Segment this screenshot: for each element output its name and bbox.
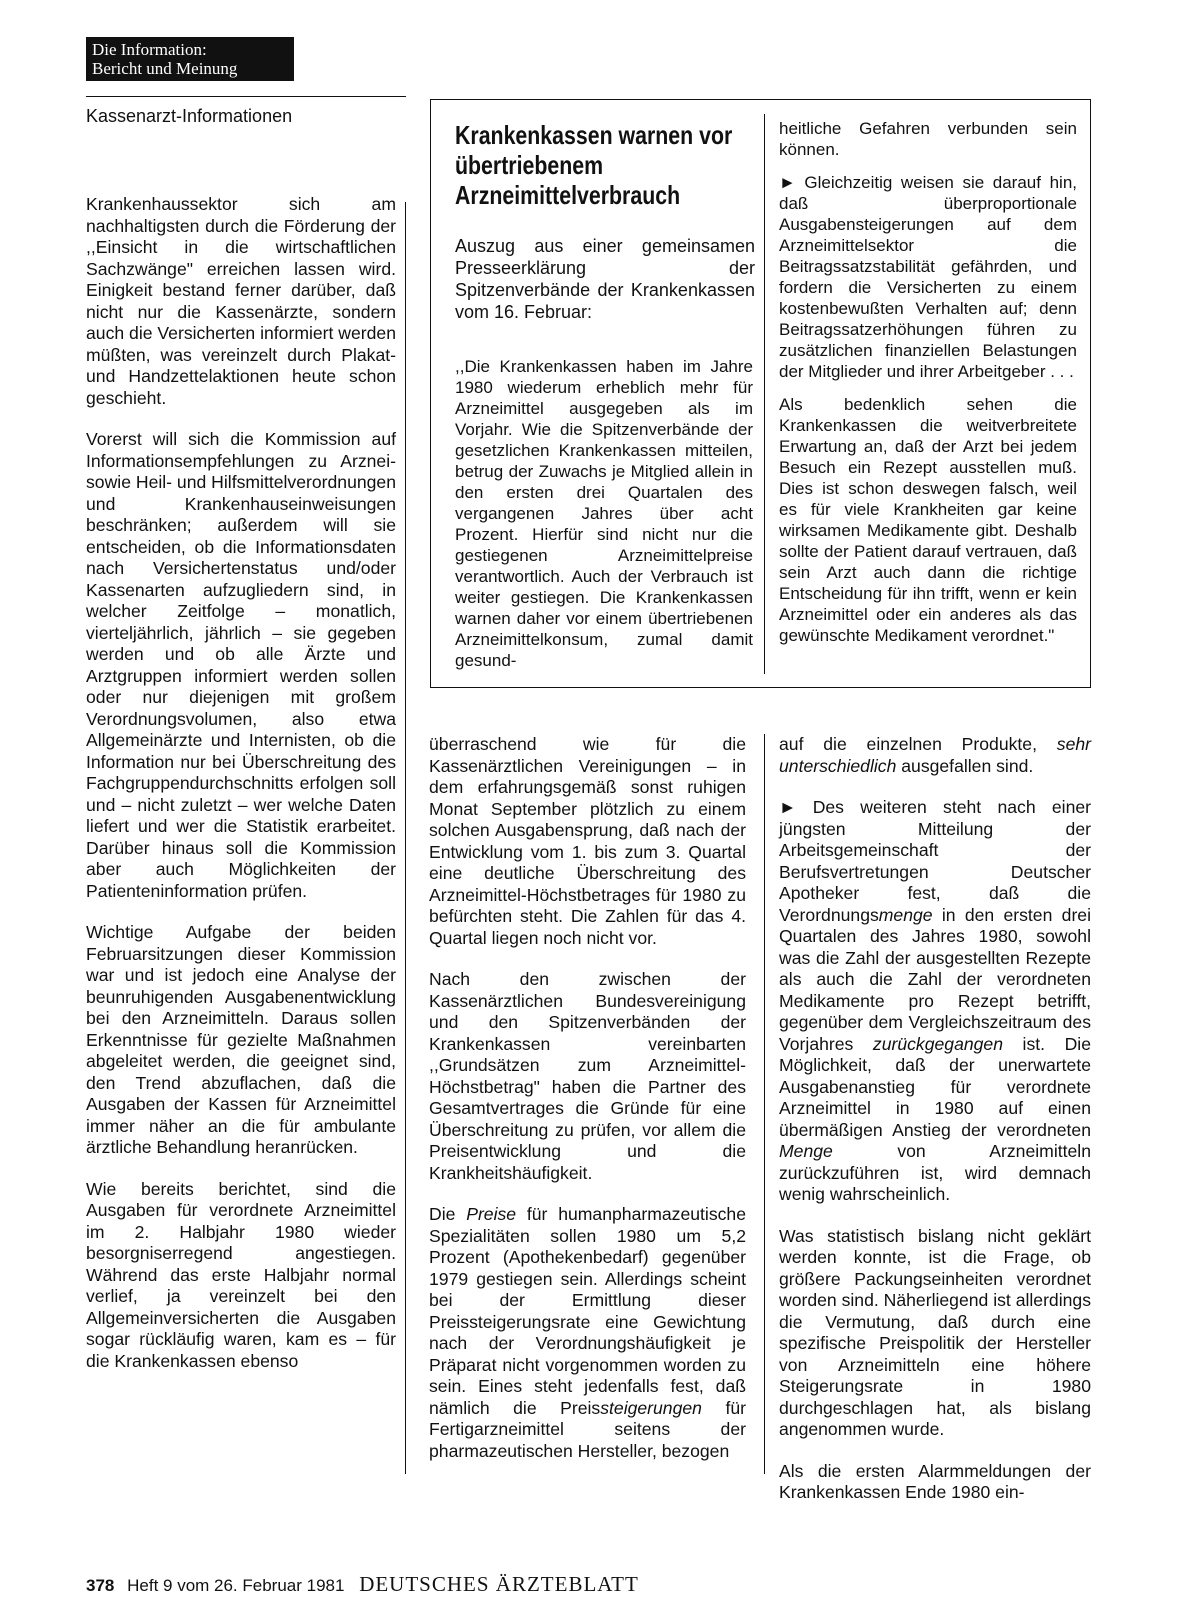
column-divider xyxy=(405,202,406,1474)
column-3 xyxy=(779,734,1091,1524)
box-quote-right xyxy=(779,118,1077,658)
box-title: Krankenkassen warnen vor übertriebenem Arzneimittelverbrauch xyxy=(455,120,733,210)
paragraph: Krankenhaussektor sich am nachhaltigsten durch die Förderung der ,,Einsicht in die wirtschaftlichen Sachzwänge" erreichen lassen wird. Einigkeit bestand ferner darüber, daß nicht nur die Kassenärzte, sondern auch die Versicherten informiert werden müßten, was vereinzelt durch Plakat- und Handzettelaktionen heute schon geschieht. xyxy=(86,194,397,408)
column-2 xyxy=(429,734,746,1482)
paragraph: Die Preise für humanpharmazeutische Spezialitäten sollen 1980 um 5,2 Prozent (Apothekenbedarf) gegenüber 1979 gestiegen sein. Allerdings scheint bei der Ermittlung dieser Preissteigerungsrate eine Gewichtung nach der Verordnungshäufigkeit je Präparat nicht vorgenommen worden zu sein. Eines steht jedenfalls fest, daß nämlich die Preissteigerungen für Fertigarzneimittel seitens der pharmazeutischen Hersteller, bezogen xyxy=(429,1204,746,1461)
paragraph: Nach den zwischen der Kassenärztlichen Bundesvereinigung und den Spitzenverbänden der Krankenkassen vereinbarten ,,Grundsätzen zum Arzneimittel-Höchstbetrag" haben die Partner des Gesamtvertrages die Gründe für eine Überschreitung zu prüfen, vor allem die Preisentwicklung und die Krankheitshäufigkeit. xyxy=(429,969,746,1183)
box-column-divider xyxy=(764,114,765,674)
paragraph: Als die ersten Alarmmeldungen der Krankenkassen Ende 1980 ein- xyxy=(779,1460,1091,1502)
page-number: 378 xyxy=(86,1576,115,1595)
issue-info: Heft 9 vom 26. Februar 1981 xyxy=(127,1576,345,1595)
column-1 xyxy=(86,194,396,1392)
paragraph: Wie bereits berichtet, sind die Ausgaben für verordnete Arzneimittel im 2. Halbjahr 1980 wieder besorgniserregend angestiegen. Während das erste Halbjahr normal verlief, ja vereinzelt bei den Allgemeinversicherten die Ausgaben sogar rückläufig waren, kam es – für die Krankenkassen ebenso xyxy=(86,1178,396,1371)
header-line-2: Bericht und Meinung xyxy=(92,59,238,78)
paragraph: Was statistisch bislang nicht geklärt werden konnte, ist die Frage, ob größere Packungseinheiten verordnet worden sind. Näherliegend ist allerdings die Vermutung, daß durch eine spezifische Preispolitik der Hersteller von Arzneimitteln eine höhere Steigerungsrate in 1980 durchgeschlagen hat, als bislang angenommen wurde. xyxy=(779,1225,1091,1439)
paragraph: ,,Die Krankenkassen haben im Jahre 1980 wiederum erheblich mehr für Arzneimittel ausgegeben als im Vorjahr. Wie die Spitzenverbände der gesetzlichen Krankenkassen mitteilen, betrug der Zuwachs je Mitglied allein in den ersten drei Quartalen des vergangenen Jahres über acht Prozent. Hierfür sind nicht nur die gestiegenen Arzneimittelpreise verantwortlich. Auch der Verbrauch ist weiter gestiegen. Die Krankenkassen warnen daher vor einem übertriebenen Arzneimittelkonsum, zumal damit gesund- xyxy=(455,357,753,670)
paragraph: Vorerst will sich die Kommission auf Informationsempfehlungen zu Arznei- sowie Heil- und Hilfsmittelverordnungen und Krankenhauseinweisungen beschränken; außerdem will sie entscheiden, ob die Informationsdaten nach Versichertenstatus und/oder Kassenarten aufzugliedern sind, in welcher Zeitfolge – monatlich, vierteljährlich, jährlich – sie gegeben werden und ob alle Ärzte und Arztgruppen informiert werden sollen oder nur diejenigen mit großem Verordnungsvolumen, also etwa Allgemeinärzte und Internisten, ob die Information nur bei Überschreitung des Fachgruppendurchschnitts erfolgen soll und – nicht zuletzt – wer welche Daten liefert und wer die Statistik erarbeitet. Darüber hinaus soll die Kommission aber auch Möglichkeiten der Patienteninformation prüfen. xyxy=(86,429,396,901)
box-intro: Auszug aus einer gemeinsamen Presseerklärung der Spitzenverbände der Krankenkassen vom 16. Februar: xyxy=(455,236,755,322)
paragraph: Wichtige Aufgabe der beiden Februarsitzungen dieser Kommission war und ist jedoch eine Analyse der beunruhigenden Ausgabenentwicklung bei den Arzneimitteln. Daraus sollen Erkenntnisse für gezielte Maßnahmen abgeleitet werden, die geeignet sind, den Trend abzuflachen, daß die Ausgaben der Kassen für Arzneimittel immer näher an die für ambulante ärztliche Behandlung heranrücken. xyxy=(86,922,396,1157)
paragraph: ► Gleichzeitig weisen sie darauf hin, daß überproportionale Ausgabensteigerungen auf dem Arzneimittelsektor die Beitragssatzstabilität gefährden, und fordern die Versicherten zu einem kostenbewußten Verhalten auf; denn Beitragssatzerhöhungen führen zu zusätzlichen finanziellen Belastungen der Mitglieder und ihrer Arbeitgeber . . . xyxy=(779,173,1077,381)
column-divider xyxy=(764,734,765,1474)
paragraph: heitliche Gefahren verbunden sein können. xyxy=(779,119,1077,159)
section-label: Kassenarzt-Informationen xyxy=(86,106,293,126)
box-quote-left xyxy=(455,356,753,683)
section-header-badge xyxy=(86,37,294,81)
magazine-name: DEUTSCHES ÄRZTEBLATT xyxy=(359,1572,639,1596)
paragraph: ► Des weiteren steht nach einer jüngsten Mitteilung der Arbeitsgemeinschaft der Berufsvertretungen Deutscher Apotheker fest, daß die Verordnungsmenge in den ersten drei Quartalen des Jahres 1980, sowohl was die Zahl der ausgestellten Rezepte als auch die Zahl der verordneten Medikamente pro Rezept betrifft, gegenüber dem Vergleichszeitraum des Vorjahres zurückgegangen ist. Die Möglichkeit, daß der unerwartete Ausgabenanstieg für verordnete Arzneimittel in 1980 auf einen übermäßigen Anstieg der verordneten Menge von Arzneimitteln zurückzuführen ist, wird demnach wenig wahrscheinlich. xyxy=(779,797,1091,1204)
paragraph: Als bedenklich sehen die Krankenkassen die weitverbreitete Erwartung an, daß der Arzt bei jedem Besuch ein Rezept ausstellen muß. Dies ist schon deswegen falsch, weil es für viele Krankheiten gar keine wirksamen Medikamente gibt. Deshalb sollte der Patient darauf vertrauen, daß sein Arzt auch dann die richtige Entscheidung für ihn trifft, wenn er kein Arzneimittel oder ein anderes als das gewünschte Medikament verordnet." xyxy=(779,395,1077,645)
paragraph: auf die einzelnen Produkte, sehr unterschiedlich ausgefallen sind. xyxy=(779,734,1091,776)
paragraph: überraschend wie für die Kassenärztlichen Vereinigungen – in dem erfahrungsgemäß sonst ruhigen Monat September plötzlich zu einem solchen Ausgabensprung, daß nach der Entwicklung vom 1. bis zum 3. Quartal eine deutliche Überschreitung des Arzneimittel-Höchstbetrages für 1980 zu befürchten steht. Die Zahlen für das 4. Quartal liegen noch nicht vor. xyxy=(429,734,746,948)
top-rule xyxy=(86,96,406,97)
header-line-1: Die Information: xyxy=(92,40,207,59)
page-footer xyxy=(86,1572,639,1597)
